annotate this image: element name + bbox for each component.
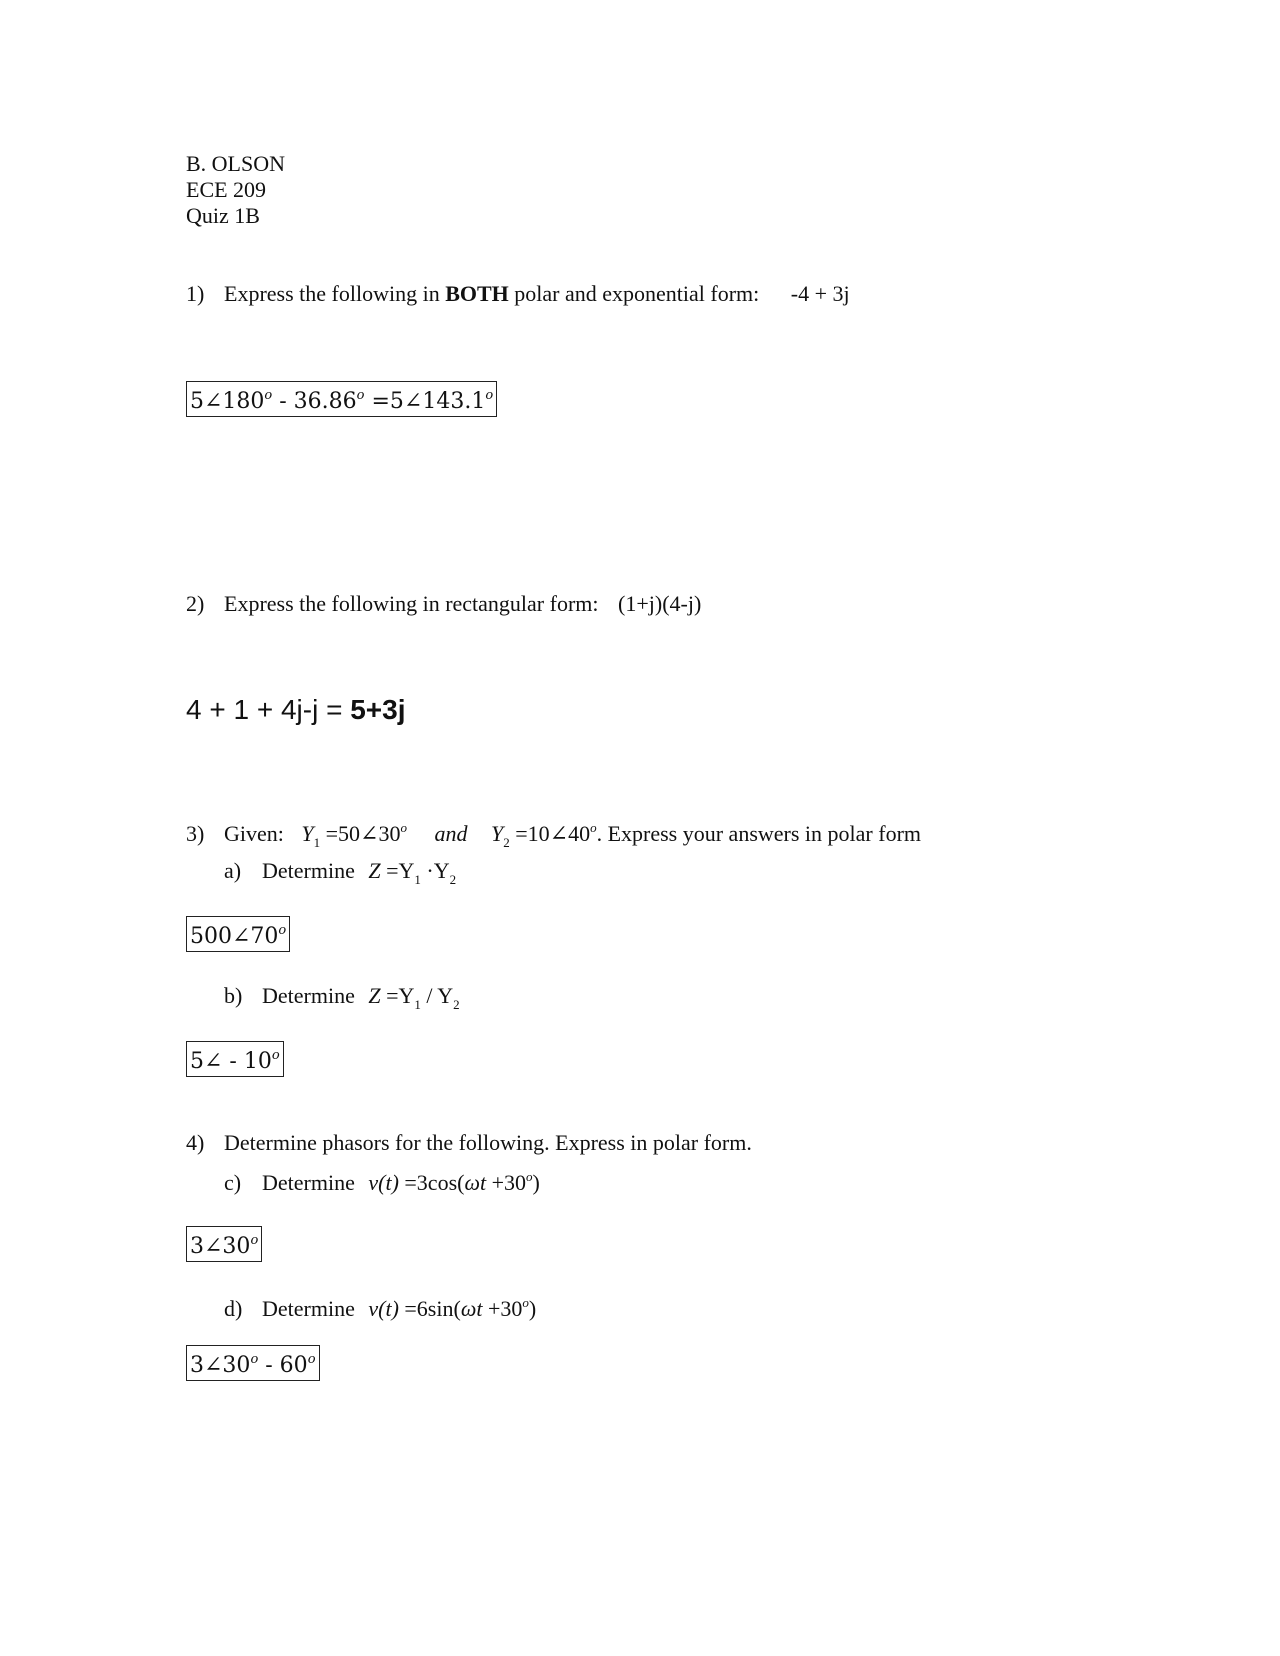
question-3: 3) Given: $Y_1$ $=50\angle 30^o$ and $Y_2$ $=10\angle 40^o$. Express your answers in polar form [186,820,922,850]
answer-2-final: 5+3j [350,694,406,725]
answer-2: 4 + 1 + 4j-j = 5+3j [186,694,406,725]
course-code: ECE 209 [186,177,267,202]
question-number: 1) [186,281,205,306]
question-2-expression: (1+j)(4-j) [618,591,702,616]
question-number: 2) [186,591,205,616]
answer-4d-box: 3∠30$^o$ - 60$^o$ [186,1345,320,1381]
question-1-expression: -4 + 3j [790,281,850,306]
question-3a: a) Determine $Z =Y_1 \cdot Y_2$ [224,858,457,887]
answer-1-box: 5∠180$^o$ - $36.86^o$ $=5\angle 143.1^o$ [186,381,497,417]
answer-4c-box: 3∠30$^o$ [186,1226,262,1262]
author-name: B. OLSON [186,151,286,176]
question-3b: b) Determine $Z =Y_1 / Y_2$ [224,983,460,1012]
quiz-title: Quiz 1B [186,203,260,228]
question-2-text: Express the following in rectangular form: [224,591,599,616]
question-1-text: Express the following in BOTH polar and exponential form: [224,281,760,306]
question-4c: c) Determine $v(t) =3\cos(\omega t +30^o)$ [224,1169,540,1195]
question-number: 3) [186,821,205,846]
question-4: 4) Determine phasors for the following. Express in polar form. [186,1130,752,1155]
answer-3a-box: 500∠70$^o$ [186,916,290,952]
answer-3b-box: 5∠ - 10$^o$ [186,1041,284,1077]
question-number: 4) [186,1130,205,1155]
question-4d: d) Determine $v(t) =6\sin(\omega t +30^o)$ [224,1295,537,1321]
question-1 [186,281,850,307]
question-2 [186,591,701,617]
